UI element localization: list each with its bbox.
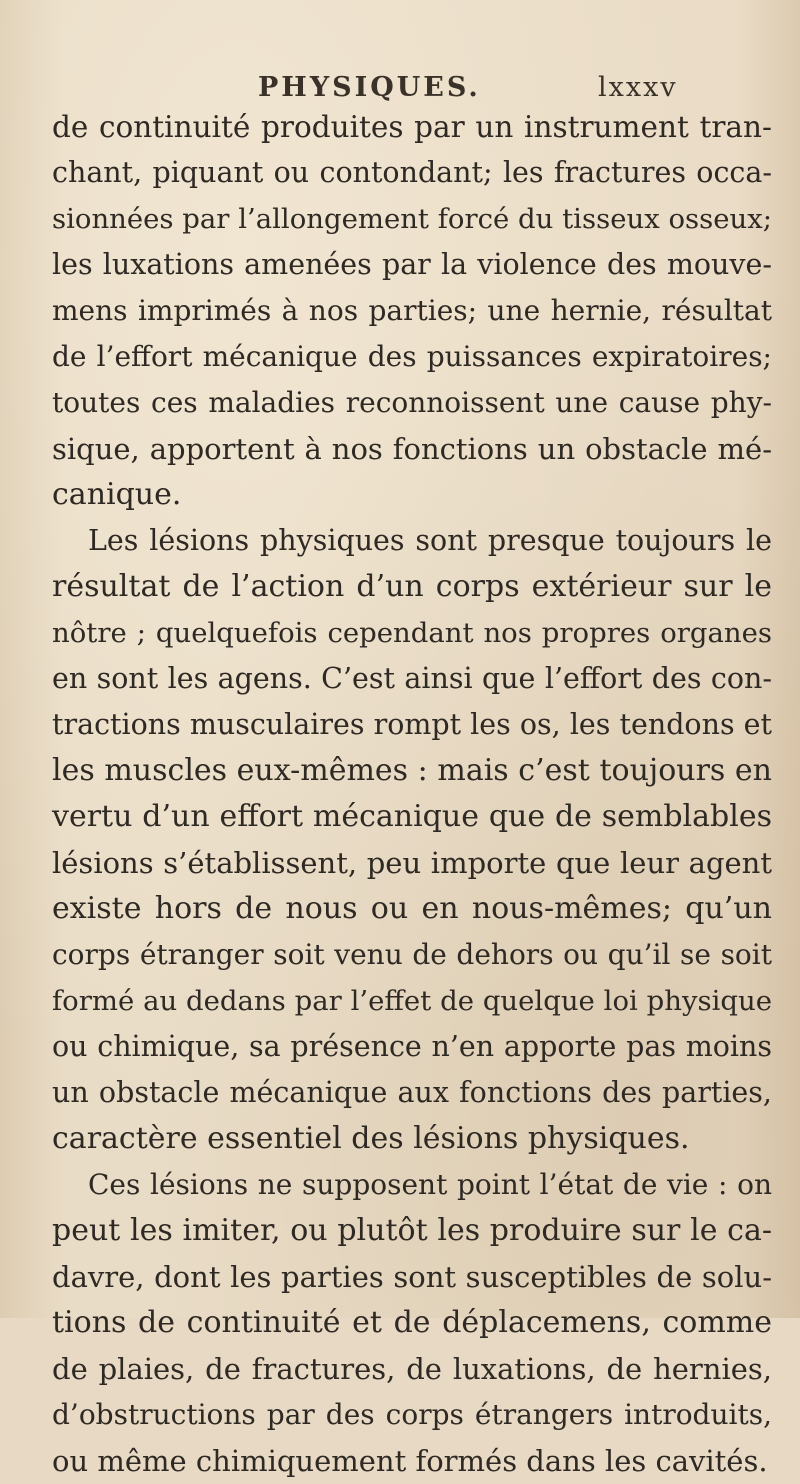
- text-line: existe hors de nous ou en nous-mêmes; qu’un: [52, 891, 772, 926]
- text-line: ou chimique, sa présence n’en apporte pas moins: [52, 1030, 772, 1063]
- text-line: de continuité produites par un instrument tran-: [52, 110, 772, 144]
- text-line: sionnées par l’allongement forcé du tisseux osseux;: [52, 203, 772, 235]
- text-line: en sont les agens. C’est ainsi que l’effort des con-: [52, 662, 772, 695]
- text-line: résultat de l’action d’un corps extérieur sur le: [52, 569, 772, 604]
- text-line: Ces lésions ne supposent point l’état de vie : on: [88, 1168, 772, 1201]
- text-line: nôtre ; quelquefois cependant nos propres organes: [52, 617, 772, 649]
- text-line: peut les imiter, ou plutôt les produire sur le ca-: [52, 1213, 772, 1248]
- text-line: ou même chimiquement formés dans les cavités.: [52, 1444, 768, 1478]
- text-line: sique, apportent à nos fonctions un obstacle mé-: [52, 432, 772, 466]
- text-line: Les lésions physiques sont presque toujours le: [88, 524, 772, 557]
- paragraph: [52, 518, 772, 1162]
- text-line: caractère essentiel des lésions physiques.: [52, 1121, 690, 1156]
- text-line: davre, dont les parties sont susceptibles de solu-: [52, 1260, 772, 1294]
- paragraph: [52, 104, 772, 518]
- text-line: les muscles eux-mêmes : mais c’est toujours en: [52, 753, 772, 788]
- paragraph: [52, 1162, 772, 1484]
- body-text: [52, 104, 772, 1484]
- text-line: vertu d’un effort mécanique que de semblables: [52, 799, 772, 834]
- text-line: lésions s’établissent, peu importe que leur agent: [52, 846, 772, 880]
- text-line: mens imprimés à nos parties; une hernie, résultat: [52, 294, 772, 327]
- text-line: tions de continuité et de déplacemens, comme: [52, 1305, 772, 1340]
- page-number: lxxxv: [598, 72, 678, 103]
- text-line: un obstacle mécanique aux fonctions des parties,: [52, 1076, 772, 1109]
- text-line: tractions musculaires rompt les os, les tendons et: [52, 708, 772, 741]
- text-line: toutes ces maladies reconnoissent une cause phy-: [52, 386, 772, 419]
- text-line: chant, piquant ou contondant; les fractures occa-: [52, 156, 772, 189]
- text-line: canique.: [52, 477, 182, 512]
- text-line: corps étranger soit venu de dehors ou qu’il se soit: [52, 938, 772, 971]
- text-line: de l’effort mécanique des puissances expiratoires;: [52, 340, 772, 373]
- running-head-title: PHYSIQUES.: [258, 72, 481, 103]
- text-line: de plaies, de fractures, de luxations, de hernies,: [52, 1352, 772, 1386]
- text-line: les luxations amenées par la violence des mouve-: [52, 248, 772, 281]
- text-line: formé au dedans par l’effet de quelque loi physique: [52, 985, 772, 1017]
- text-line: d’obstructions par des corps étrangers introduits,: [52, 1398, 772, 1431]
